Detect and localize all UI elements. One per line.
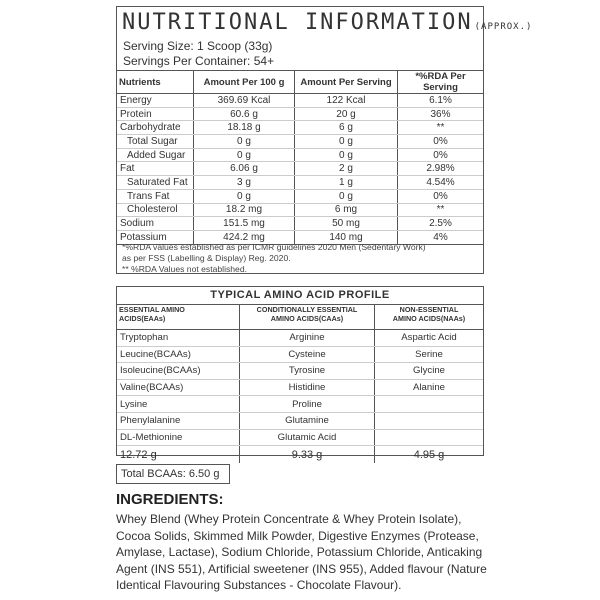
amino-header-essential [117, 305, 240, 330]
nutrition-title [122, 10, 532, 35]
total-bcaas: Total BCAAs: 6.50 g [116, 464, 230, 484]
nutrition-row [117, 135, 483, 149]
amount-per-serving: 0 g [295, 148, 398, 162]
nutrient-name: Sodium [117, 217, 194, 231]
amino-header-row [117, 305, 483, 330]
amount-per-serving: 20 g [295, 107, 398, 121]
conditional-amino-acid: Tyrosine [240, 363, 375, 380]
nutrition-row [117, 162, 483, 176]
rda-per-serving: 4.54% [398, 176, 484, 190]
nutrient-name: Fat [117, 162, 194, 176]
rda-per-serving: 0% [398, 189, 484, 203]
amount-per-100g: 18.18 g [194, 121, 295, 135]
nonessential-amino-acid: Glycine [375, 363, 484, 380]
amino-total: 9.33 g [240, 446, 375, 464]
nonessential-amino-acid: Serine [375, 346, 484, 363]
amino-table [117, 305, 483, 463]
amount-per-100g: 0 g [194, 189, 295, 203]
rda-per-serving: 0% [398, 135, 484, 149]
amino-header-line: AMINO ACIDS(NAAs) [392, 314, 466, 323]
amino-acid-panel [116, 286, 484, 461]
essential-amino-acid: Tryptophan [117, 330, 240, 347]
amino-total: 4.95 g [375, 446, 484, 464]
footnote: ** %RDA Values not established. [122, 264, 247, 274]
conditional-amino-acid: Glutamine [240, 412, 375, 429]
amino-title: TYPICAL AMINO ACID PROFILE [117, 287, 483, 305]
conditional-amino-acid: Arginine [240, 330, 375, 347]
rda-per-serving: 0% [398, 148, 484, 162]
nonessential-amino-acid [375, 429, 484, 446]
nonessential-amino-acid: Aspartic Acid [375, 330, 484, 347]
nutrition-row [117, 176, 483, 190]
nutrition-row [117, 148, 483, 162]
amino-header-line: ESSENTIAL AMINO [119, 305, 185, 314]
amino-row [117, 429, 483, 446]
nutrition-title-suffix: (APPROX.) [474, 22, 533, 32]
amino-row [117, 412, 483, 429]
rda-per-serving: 2.5% [398, 217, 484, 231]
amino-total: 12.72 g [117, 446, 240, 464]
serving-size: Serving Size: 1 Scoop (33g) [123, 39, 273, 53]
amount-per-100g: 6.06 g [194, 162, 295, 176]
amount-per-serving: 6 mg [295, 203, 398, 217]
essential-amino-acid: Phenylalanine [117, 412, 240, 429]
rda-per-serving: ** [398, 203, 484, 217]
nutrition-row [117, 217, 483, 231]
amount-per-serving: 50 mg [295, 217, 398, 231]
amino-header-nonessential [375, 305, 484, 330]
amount-per-serving: 6 g [295, 121, 398, 135]
nutrient-name: Potassium [117, 230, 194, 244]
amount-per-100g: 3 g [194, 176, 295, 190]
nonessential-amino-acid: Alanine [375, 379, 484, 396]
amount-per-serving: 0 g [295, 135, 398, 149]
nutrient-name: Cholesterol [117, 203, 194, 217]
amino-totals-row [117, 446, 483, 464]
servings-per-container: Servings Per Container: 54+ [123, 54, 275, 68]
amount-per-100g: 60.6 g [194, 107, 295, 121]
amount-per-100g: 151.5 mg [194, 217, 295, 231]
nutrient-name: Saturated Fat [117, 176, 194, 190]
amount-per-100g: 0 g [194, 148, 295, 162]
amino-header-conditional [240, 305, 375, 330]
conditional-amino-acid: Proline [240, 396, 375, 413]
footnote: as per FSS (Labelling & Display) Reg. 2020. [122, 253, 291, 263]
amount-per-100g: 424.2 mg [194, 230, 295, 244]
nutrition-header: Amount Per 100 g [194, 71, 295, 94]
conditional-amino-acid: Histidine [240, 379, 375, 396]
amount-per-100g: 369.69 Kcal [194, 94, 295, 108]
amount-per-serving: 1 g [295, 176, 398, 190]
nutrient-name: Added Sugar [117, 148, 194, 162]
nutrition-panel [116, 6, 533, 274]
conditional-amino-acid: Glutamic Acid [240, 429, 375, 446]
amino-header-line: AMINO ACIDS(CAAs) [270, 314, 344, 323]
nutrition-row [117, 121, 483, 135]
ingredients-section [116, 491, 494, 594]
nutrient-name: Energy [117, 94, 194, 108]
rda-per-serving: 2.98% [398, 162, 484, 176]
essential-amino-acid: Leucine(BCAAs) [117, 346, 240, 363]
conditional-amino-acid: Cysteine [240, 346, 375, 363]
nutrient-name: Total Sugar [117, 135, 194, 149]
essential-amino-acid: Valine(BCAAs) [117, 379, 240, 396]
nutrition-table [117, 70, 483, 245]
amino-header-line: CONDITIONALLY ESSENTIAL [256, 305, 358, 314]
nutrient-name: Trans Fat [117, 189, 194, 203]
ingredients-heading: INGREDIENTS: [116, 491, 224, 508]
rda-per-serving: 4% [398, 230, 484, 244]
nutrition-title-text: NUTRITIONAL INFORMATION [122, 10, 473, 35]
nutrition-header: Amount Per Serving [295, 71, 398, 94]
rda-per-serving: 6.1% [398, 94, 484, 108]
nutrition-row [117, 203, 483, 217]
amino-row [117, 330, 483, 347]
nutrition-footnotes [122, 242, 482, 275]
amino-row [117, 396, 483, 413]
essential-amino-acid: Isoleucine(BCAAs) [117, 363, 240, 380]
nonessential-amino-acid [375, 412, 484, 429]
amino-row [117, 346, 483, 363]
rda-per-serving: ** [398, 121, 484, 135]
ingredients-text: Whey Blend (Whey Protein Concentrate & Whey Protein Isolate), Cocoa Solids, Skimmed Milk Powder, Digestive Enzymes (Protease, Amylase, Lactase), Sodium Chloride, Potassium Chloride, Anticaking Agent (INS 551), Artificial sweetener (INS 955), Added flavour (Nature Identical Flavouring Substances - Chocolate Flavour). [116, 512, 487, 593]
nutrition-header: Nutrients [117, 71, 194, 94]
nutrition-header-row [117, 71, 483, 94]
amount-per-serving: 140 mg [295, 230, 398, 244]
amount-per-100g: 0 g [194, 135, 295, 149]
nonessential-amino-acid [375, 396, 484, 413]
amount-per-serving: 122 Kcal [295, 94, 398, 108]
amino-row [117, 363, 483, 380]
nutrient-name: Carbohydrate [117, 121, 194, 135]
nutrition-header: *%RDA Per Serving [398, 71, 484, 94]
amino-row [117, 379, 483, 396]
rda-per-serving: 36% [398, 107, 484, 121]
essential-amino-acid: DL-Methionine [117, 429, 240, 446]
amino-header-line: ACIDS(EAAs) [119, 314, 166, 323]
amino-header-line: NON-ESSENTIAL [399, 305, 459, 314]
essential-amino-acid: Lysine [117, 396, 240, 413]
nutrition-row [117, 94, 483, 108]
nutrient-name: Protein [117, 107, 194, 121]
nutrition-row [117, 189, 483, 203]
amount-per-serving: 2 g [295, 162, 398, 176]
footnote: *%RDA values established as per ICMR guidelines 2020 Men (Sedentary Work) [122, 242, 426, 252]
amount-per-serving: 0 g [295, 189, 398, 203]
amount-per-100g: 18.2 mg [194, 203, 295, 217]
nutrition-row [117, 107, 483, 121]
